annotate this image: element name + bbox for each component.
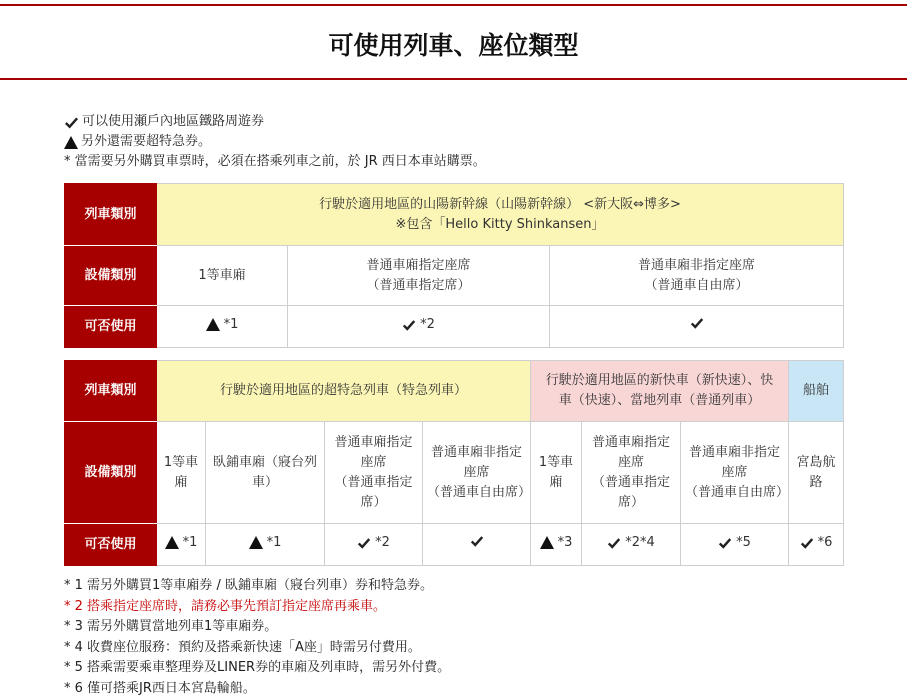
availability-cell <box>531 524 582 566</box>
footnote: * 3 需另外購買當地列車1等車廂券。 <box>64 619 278 634</box>
seat-label: （普通車自由席） <box>644 277 749 293</box>
train-type-limited-express: 行駛於適用地區的超特急列車（特急列車） <box>157 361 531 422</box>
seat-cell <box>157 246 288 306</box>
table-row <box>65 184 844 246</box>
shinkansen-table <box>64 183 844 348</box>
availability-cell <box>288 306 550 348</box>
footnote: * 6 僅可搭乘JR西日本宮島輪船。 <box>64 680 256 696</box>
seat-label: 普通車廂指定座席 <box>334 434 413 470</box>
triangle-icon <box>249 536 263 549</box>
availability-cell <box>423 524 531 566</box>
train-type-rapid-local: 行駛於適用地區的新快車（新快速）、快車（快速）、當地列車（普通列車） <box>531 361 789 422</box>
footnote: * 2 搭乘指定座席時，請務必事先預訂指定座席再乘車。 <box>64 598 387 614</box>
footnote: * 1 需另外購買1等車廂券 / 臥鋪車廂（寢台列車）券和特急券。 <box>64 578 433 593</box>
seat-label: 1等車廂 <box>538 454 574 490</box>
seat-label: 普通車廂指定座席 <box>592 434 671 470</box>
availability-note: *1 <box>266 534 282 550</box>
availability-mark <box>249 533 282 553</box>
check-icon <box>690 316 704 330</box>
table-row <box>65 246 844 306</box>
check-icon <box>402 318 416 332</box>
availability-mark <box>470 534 484 548</box>
seat-label: （普通車指定席） <box>366 277 471 293</box>
footnotes <box>64 576 450 699</box>
seat-label: 普通車廂非指定座席 <box>638 257 756 273</box>
legend-check-text: 可以使用瀬戶內地區鐵路周遊券 <box>82 114 265 129</box>
seat-cell <box>325 422 423 524</box>
seat-label: 臥鋪車廂（寢台列車） <box>212 454 317 490</box>
seat-label: 1等車廂 <box>198 267 246 283</box>
seat-cell <box>206 422 325 524</box>
page-title: 可使用列車、座位類型 <box>328 31 579 60</box>
availability-cell <box>157 524 206 566</box>
table-row <box>65 524 844 566</box>
row-header-seat-type: 設備類別 <box>65 246 157 306</box>
seat-cell <box>157 422 206 524</box>
seat-cell <box>789 422 844 524</box>
availability-note: *2 <box>375 534 390 550</box>
legend-asterisk-text: * 當需要另外購買車票時，必須在搭乘列車之前，於 JR 西日本車站購票。 <box>64 154 486 169</box>
availability-mark <box>607 533 655 553</box>
availability-mark <box>718 533 751 553</box>
seat-cell <box>423 422 531 524</box>
footnote: * 5 搭乘需要乘車整理券及LINER券的車廂及列車時，需另外付費。 <box>64 660 451 675</box>
availability-note: *1 <box>182 534 198 550</box>
row-header-availability: 可否使用 <box>65 306 157 348</box>
train-type-line1: 行駛於適用地區的山陽新幹線（山陽新幹線） <新大阪⇔博多> <box>319 196 681 212</box>
seat-label: 宮島航路 <box>796 454 836 490</box>
legend-triangle-text: 另外還需要超特急券。 <box>81 134 212 149</box>
seat-cell <box>582 422 681 524</box>
triangle-icon <box>206 318 220 331</box>
train-type-ferry: 船舶 <box>789 361 844 422</box>
availability-mark <box>402 315 435 335</box>
availability-cell <box>550 306 844 348</box>
table-row <box>65 361 844 422</box>
availability-note: *6 <box>817 534 833 550</box>
availability-mark <box>540 533 573 553</box>
availability-mark <box>800 533 833 553</box>
check-icon <box>800 536 814 550</box>
conventional-lines-table <box>64 360 844 566</box>
check-icon <box>718 536 732 550</box>
seat-cell <box>550 246 844 306</box>
seat-cell <box>288 246 550 306</box>
legend-asterisk-row <box>64 152 486 172</box>
title-rule-bottom <box>0 78 907 80</box>
seat-label: （普通車指定席） <box>592 474 671 510</box>
table-row <box>65 306 844 348</box>
availability-cell <box>157 306 288 348</box>
seat-cell <box>531 422 582 524</box>
train-type-cell <box>157 184 844 246</box>
check-icon <box>470 534 484 548</box>
legend-check-row <box>64 112 486 132</box>
seat-label: 普通車廂非指定座席 <box>689 444 781 480</box>
availability-mark <box>165 533 198 553</box>
seat-cell <box>681 422 789 524</box>
seat-label: （普通車自由席） <box>427 484 532 500</box>
row-header-availability: 可否使用 <box>65 524 157 566</box>
title-bar <box>0 0 907 82</box>
availability-note: *2 <box>420 316 435 332</box>
table-row <box>65 422 844 524</box>
availability-note: *5 <box>736 534 751 550</box>
availability-cell <box>206 524 325 566</box>
legend-triangle-row <box>64 132 486 152</box>
row-header-train-type: 列車類別 <box>65 184 157 246</box>
triangle-icon <box>165 536 179 549</box>
availability-cell <box>582 524 681 566</box>
availability-cell <box>681 524 789 566</box>
legend <box>64 112 486 172</box>
availability-mark <box>357 533 390 553</box>
check-icon <box>607 536 621 550</box>
footnote: * 4 收費座位服務：預約及搭乘新快速「A座」時需另付費用。 <box>64 639 421 655</box>
row-header-train-type: 列車類別 <box>65 361 157 422</box>
availability-cell <box>325 524 423 566</box>
availability-note: *2*4 <box>625 534 655 550</box>
triangle-icon <box>540 536 554 549</box>
seat-label: 1等車廂 <box>163 454 199 490</box>
title-rule-top <box>0 4 907 6</box>
triangle-icon <box>64 136 78 149</box>
availability-mark <box>206 315 239 335</box>
availability-note: *1 <box>223 316 239 332</box>
availability-cell <box>789 524 844 566</box>
train-type-line2: ※包含「Hello Kitty Shinkansen」 <box>395 216 605 232</box>
seat-label: （普通車自由席） <box>685 484 790 500</box>
availability-mark <box>690 316 704 330</box>
row-header-seat-type: 設備類別 <box>65 422 157 524</box>
seat-label: 普通車廂非指定座席 <box>431 444 523 480</box>
seat-label: 普通車廂指定座席 <box>366 257 471 273</box>
availability-note: *3 <box>557 534 573 550</box>
check-icon <box>64 115 79 130</box>
seat-label: （普通車指定席） <box>334 474 413 510</box>
check-icon <box>357 536 371 550</box>
